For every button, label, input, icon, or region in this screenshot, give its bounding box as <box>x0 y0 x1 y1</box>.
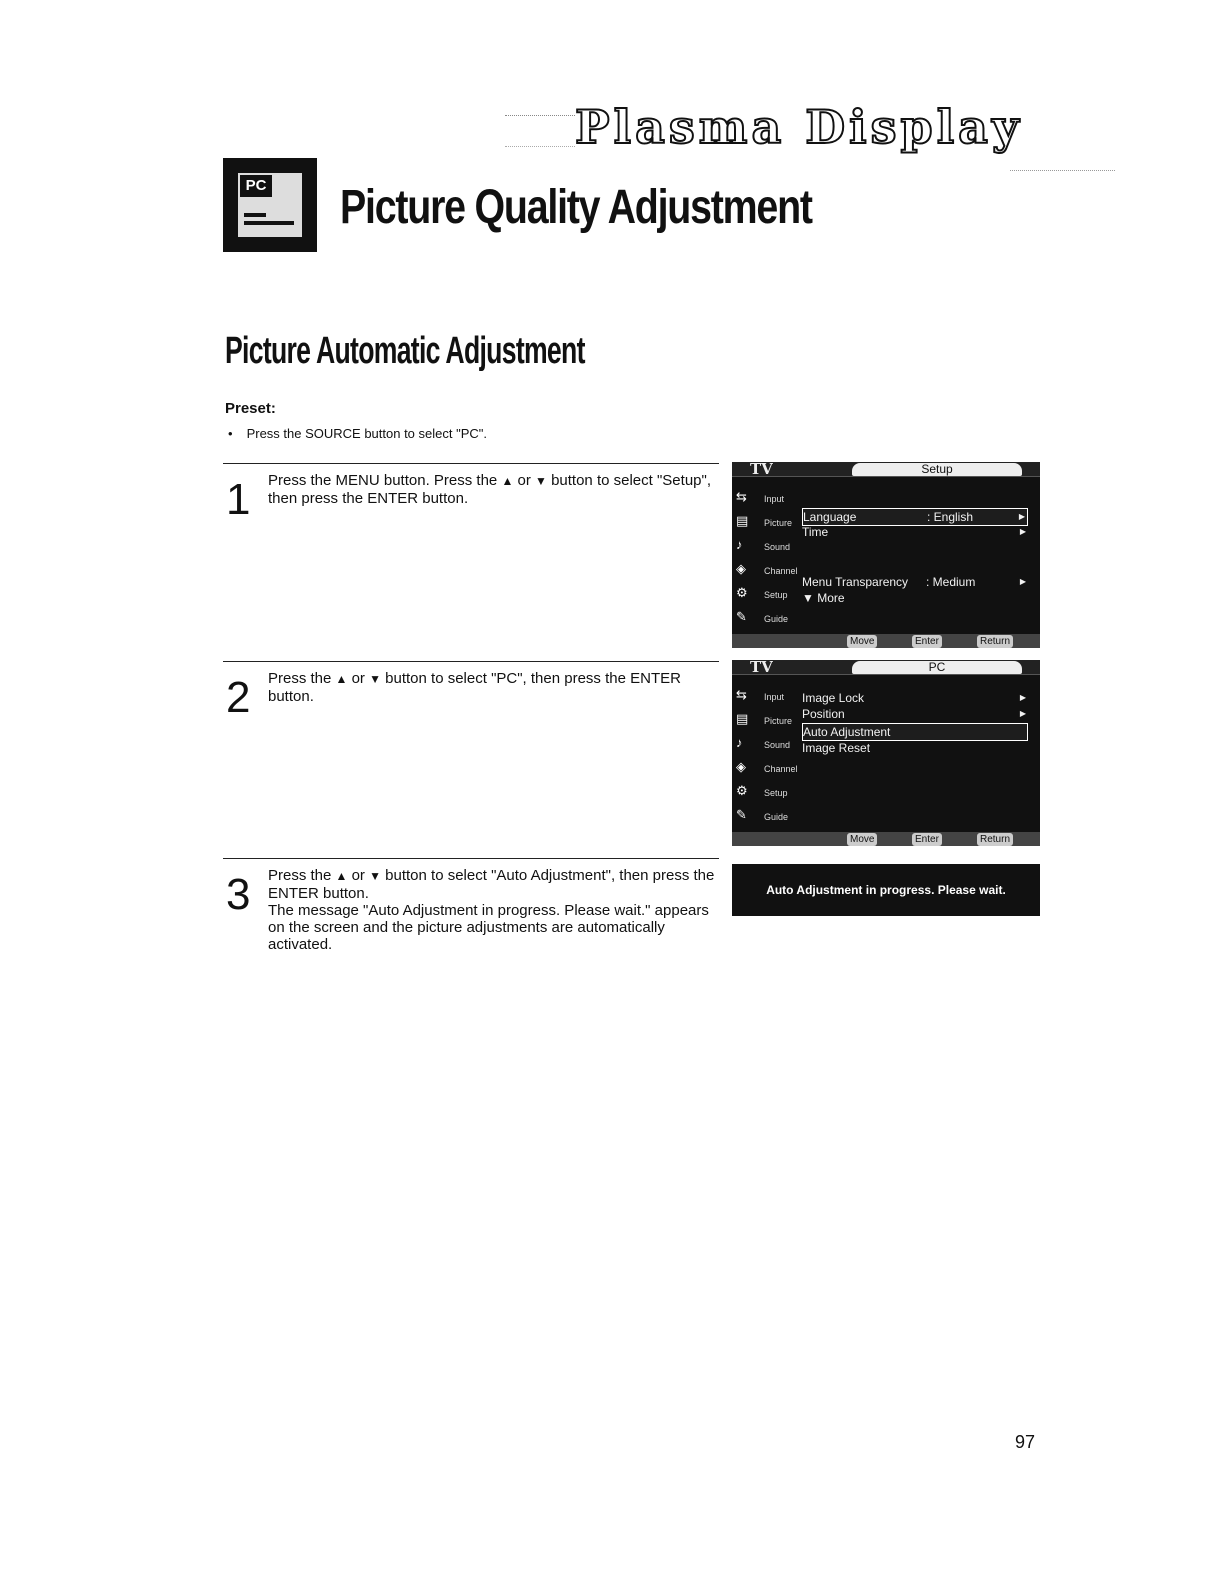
menu-row-time: Time ▶ <box>802 525 1026 539</box>
step-number: 3 <box>226 870 251 919</box>
screen-header <box>732 660 1040 675</box>
side-item-channel: ◈ Channel <box>736 759 798 774</box>
menu-row-image-reset: Image Reset <box>802 741 871 755</box>
side-item-setup: ⚙ Setup <box>736 585 788 600</box>
setup-icon: ⚙ <box>736 585 748 600</box>
up-triangle-icon: ▲ <box>501 474 514 488</box>
step-text: Press the ▲ or ▼ button to select "Auto Adjustment", then press the ENTER button. The message "Auto Adjustment in progress. Please wait." appears on the screen and the picture adjustments are automatically activated. <box>268 867 715 953</box>
nav-enter: Enter <box>912 833 942 846</box>
page-title: Picture Quality Adjustment <box>340 181 812 234</box>
side-item-picture: ▤ Picture <box>736 711 793 726</box>
step-description: The message "Auto Adjustment in progress. Please wait." appears on the screen and the picture adjustments are automatically activated. <box>268 902 709 953</box>
side-item-sound: ♪ Sound <box>736 735 791 750</box>
sound-icon: ♪ <box>736 735 743 750</box>
pc-icon-label: PC <box>240 175 272 197</box>
side-item-guide: ✎ Guide <box>736 609 789 624</box>
side-item-input: ⇆ Input <box>736 489 785 504</box>
screen-header <box>732 462 1040 477</box>
brand-logo: Plasma Display <box>575 100 1023 154</box>
preset-label: Preset: <box>225 400 276 417</box>
arrow-icon: ▶ <box>1019 577 1026 586</box>
tab-setup: Setup <box>852 463 1022 476</box>
arrow-icon: ▶ <box>1019 693 1026 702</box>
nav-move: Move <box>847 635 877 648</box>
channel-icon: ◈ <box>736 561 746 576</box>
tv-label: TV <box>750 660 773 676</box>
step-divider <box>223 858 719 859</box>
input-icon: ⇆ <box>736 687 747 702</box>
down-triangle-icon: ▼ <box>535 474 547 488</box>
guide-icon: ✎ <box>736 609 747 624</box>
side-item-picture: ▤ Picture <box>736 513 793 528</box>
side-item-guide: ✎ Guide <box>736 807 789 822</box>
side-item-sound: ♪ Sound <box>736 537 791 552</box>
menu-screen-setup <box>732 462 1040 648</box>
nav-return: Return <box>977 635 1013 648</box>
step-divider <box>223 661 719 662</box>
menu-row-position: Position ▶ <box>802 707 1026 721</box>
down-triangle-icon: ▼ <box>369 672 381 686</box>
tv-label: TV <box>750 462 773 478</box>
section-title: Picture Automatic Adjustment <box>225 330 585 372</box>
tab-pc: PC <box>852 661 1022 674</box>
menu-row-auto-adjustment: Auto Adjustment <box>802 723 1028 741</box>
step-text: Press the MENU button. Press the ▲ or ▼ button to select "Setup", then press the ENTER button. <box>268 472 711 507</box>
brand-decoration <box>505 115 575 147</box>
nav-enter: Enter <box>912 635 942 648</box>
sound-icon: ♪ <box>736 537 743 552</box>
bullet: • <box>228 426 233 441</box>
down-triangle-icon: ▼ <box>369 869 381 883</box>
guide-icon: ✎ <box>736 807 747 822</box>
step-text: Press the ▲ or ▼ button to select "PC", then press the ENTER button. <box>268 670 681 705</box>
preset-item-text: Press the SOURCE button to select "PC". <box>246 426 487 441</box>
menu-screen-pc <box>732 660 1040 846</box>
up-triangle-icon: ▲ <box>335 672 348 686</box>
nav-move: Move <box>847 833 877 846</box>
progress-message: Auto Adjustment in progress. Please wait. <box>766 883 1006 897</box>
menu-row-language: Language : English ▶ <box>802 508 1028 526</box>
nav-return: Return <box>977 833 1013 846</box>
page-number: 97 <box>1015 1432 1036 1452</box>
setup-icon: ⚙ <box>736 783 748 798</box>
screen-footer <box>732 832 1040 846</box>
screen-footer <box>732 634 1040 648</box>
side-item-channel: ◈ Channel <box>736 561 798 576</box>
pc-icon <box>223 158 317 252</box>
preset-item <box>228 426 487 441</box>
menu-row-transparency: Menu Transparency : Medium ▶ <box>802 575 1026 589</box>
arrow-icon: ▶ <box>1019 709 1026 718</box>
step-number: 1 <box>226 475 251 524</box>
input-icon: ⇆ <box>736 489 747 504</box>
side-item-input: ⇆ Input <box>736 687 785 702</box>
menu-row-image-lock: Image Lock ▶ <box>802 691 1026 705</box>
step-divider <box>223 463 719 464</box>
arrow-icon: ▶ <box>1018 512 1025 521</box>
menu-row-more: ▼ More <box>802 591 845 605</box>
arrow-icon: ▶ <box>1019 527 1026 536</box>
picture-icon: ▤ <box>736 711 749 726</box>
up-triangle-icon: ▲ <box>335 869 348 883</box>
brand-rule <box>1010 170 1115 171</box>
side-item-setup: ⚙ Setup <box>736 783 788 798</box>
step-number: 2 <box>226 673 251 722</box>
picture-icon: ▤ <box>736 513 749 528</box>
progress-message-box <box>732 864 1040 916</box>
channel-icon: ◈ <box>736 759 746 774</box>
